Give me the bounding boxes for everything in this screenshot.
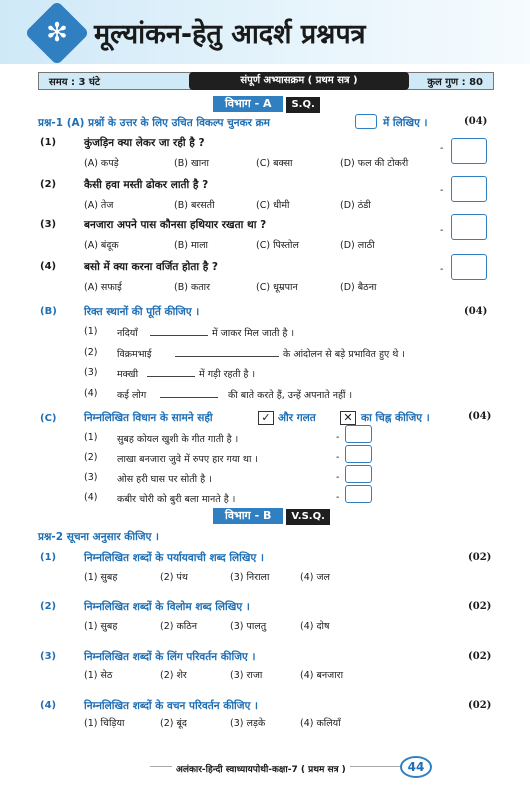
mcq-3-opt-d: (D) लाठी [340, 240, 375, 251]
mcq-3-question: बनजारा अपने पास कौनसा हथियार रखता था ? [84, 219, 267, 231]
q2-3-word-4: (4) बनजारा [300, 670, 344, 681]
q2-4-text: निम्नलिखित शब्दों के वचन परिवर्तन कीजिए । [84, 700, 259, 712]
q2-2-word-1: (1) सुबह [84, 621, 118, 632]
mcq-1-question: कुंजड़िन क्या लेकर जा रही है ? [84, 137, 205, 149]
q2-3-marks: (02) [468, 651, 492, 662]
mcq-2-num: (2) [40, 179, 57, 190]
exam-syllabus: संपूर्ण अभ्यासक्रम ( प्रथम सत्र ) [189, 72, 409, 90]
q1b-sub: (B) [40, 306, 57, 317]
q2-2-marks: (02) [468, 601, 492, 612]
dash-3: - [440, 225, 444, 236]
q2-3-word-2: (2) शेर [160, 670, 187, 681]
mcq-2-opt-d: (D) ठंडी [340, 200, 371, 211]
dash-6: - [336, 452, 340, 463]
q1c-marks: (04) [468, 411, 492, 422]
q1a-marks: (04) [464, 116, 488, 127]
total-marks: कुल गुण : 80 [427, 77, 483, 88]
tf-1-text: सुबह कोयल खुशी के गीत गाती है । [117, 434, 239, 445]
mcq-4-num: (4) [40, 261, 57, 272]
tf-2-text: लाखा बनजारा जुवे में रुपए हार गया था । [117, 454, 259, 465]
tf-4-num: (4) [84, 492, 98, 503]
q2-title: सूचना अनुसार कीजिए । [66, 531, 160, 543]
q1-heading [38, 116, 270, 130]
tf-3-box[interactable] [345, 465, 372, 483]
section-b-label: विभाग - B [213, 508, 283, 524]
mcq-2-answer-box[interactable] [451, 176, 487, 202]
fill-3-num: (3) [84, 367, 98, 378]
q2-1-marks: (02) [468, 552, 492, 563]
fill-3-blank[interactable] [147, 376, 195, 377]
mcq-2-question: कैसी हवा मस्ती ढोकर लाती है ? [84, 179, 209, 191]
exam-time: समय : 3 घंटे [49, 77, 100, 88]
fill-2-before: विक्रमभाई [117, 349, 152, 360]
footer-text: अलंकार-हिन्दी स्वाध्यायपोथी-कक्षा-7 ( प्रथम सत्र ) [172, 762, 350, 775]
tf-2-num: (2) [84, 452, 98, 463]
q2-heading [38, 530, 159, 544]
section-b-tag: V.S.Q. [286, 509, 330, 525]
q1c-text-2: और गलत [278, 412, 316, 424]
tf-3-num: (3) [84, 472, 98, 483]
q2-4-word-2: (2) बूंद [160, 718, 187, 729]
fill-2-blank[interactable] [175, 356, 279, 357]
page-title: मूल्यांकन-हेतु आदर्श प्रश्नपत्र [94, 19, 366, 50]
tf-1-box[interactable] [345, 425, 372, 443]
dash-1: - [440, 143, 444, 154]
mcq-3-opt-c: (C) पिस्तोल [256, 240, 299, 251]
q2-4-word-3: (3) लड़के [230, 718, 266, 729]
q2-2-num: (2) [40, 601, 57, 612]
mcq-1-num: (1) [40, 137, 57, 148]
q2-3-text: निम्नलिखित शब्दों के लिंग परिवर्तन कीजिए । [84, 651, 256, 663]
mcq-3-num: (3) [40, 219, 57, 230]
mcq-1-opt-b: (B) खाना [174, 158, 209, 169]
fill-3-before: मक्खी [117, 369, 139, 380]
tf-3-text: ओस हरी घास पर सोती है । [117, 474, 212, 485]
q2-3-word-1: (1) सेठ [84, 670, 113, 681]
q2-3-num: (3) [40, 651, 57, 662]
q1b-marks: (04) [464, 306, 488, 317]
q2-1-word-1: (1) सुबह [84, 572, 118, 583]
q2-2-text: निम्नलिखित शब्दों के विलोम शब्द लिखिए । [84, 601, 250, 613]
q2-1-num: (1) [40, 552, 57, 563]
fill-4-after: की बाते करते हैं, उन्हें अपनाते नहीं । [228, 390, 353, 401]
q1a-sub: (A) [66, 117, 85, 129]
dash-4: - [440, 264, 444, 275]
q2-1-text: निम्नलिखित शब्दों के पर्यायवाची शब्द लिखिए । [84, 552, 264, 564]
q2-4-word-1: (1) चिड़िया [84, 718, 125, 729]
mcq-3-opt-a: (A) बंदूक [84, 240, 119, 251]
answer-sample-box [355, 114, 377, 129]
q1c-sub: (C) [40, 413, 57, 424]
mcq-2-opt-c: (C) धीमी [256, 200, 290, 211]
q2-1-word-3: (3) निराला [230, 572, 270, 583]
mcq-1-opt-a: (A) कपड़े [84, 158, 119, 169]
flower-icon: ✻ [46, 18, 68, 48]
mcq-1-opt-c: (C) बक्सा [256, 158, 293, 169]
q2-2-word-2: (2) कठिन [160, 621, 198, 632]
mcq-2-opt-b: (B) बरसती [174, 200, 215, 211]
mcq-4-opt-b: (B) कतार [174, 282, 211, 293]
q2-4-num: (4) [40, 700, 57, 711]
dash-8: - [336, 492, 340, 503]
fill-1-after: में जाकर मिल जाती है । [212, 328, 295, 339]
q1-number: प्रश्न-1 [38, 117, 64, 129]
section-b-heading [213, 508, 330, 524]
section-a-label: विभाग - A [213, 96, 283, 112]
section-a-heading [213, 96, 320, 112]
page-footer [0, 752, 530, 795]
fill-4-num: (4) [84, 388, 98, 399]
q2-1-word-4: (4) जल [300, 572, 330, 583]
tf-4-box[interactable] [345, 485, 372, 503]
mcq-3-answer-box[interactable] [451, 214, 487, 240]
mcq-4-answer-box[interactable] [451, 254, 487, 280]
fill-4-before: कई लोग [117, 390, 147, 401]
q2-2-word-3: (3) पालतु [230, 621, 267, 632]
mcq-1-answer-box[interactable] [451, 138, 487, 164]
q2-1-word-2: (2) पंथ [160, 572, 188, 583]
cross-icon: ✕ [340, 411, 356, 425]
fill-3-after: में गड़ी रहती है । [199, 369, 256, 380]
q2-4-marks: (02) [468, 700, 492, 711]
q2-4-word-4: (4) कलियाँ [300, 718, 341, 729]
mcq-3-opt-b: (B) माला [174, 240, 208, 251]
dash-7: - [336, 472, 340, 483]
mcq-4-opt-c: (C) धूम्रपान [256, 282, 298, 293]
q2-number: प्रश्न-2 [38, 531, 64, 543]
fill-1-blank[interactable] [150, 335, 208, 336]
tf-1-num: (1) [84, 432, 98, 443]
fill-1-num: (1) [84, 326, 98, 337]
mcq-4-opt-d: (D) बैठना [340, 282, 377, 293]
q2-3-word-3: (3) राजा [230, 670, 263, 681]
info-bar [38, 72, 494, 90]
q1c-text-1: निम्नलिखित विधान के सामने सही [84, 412, 213, 424]
fill-2-after: के आंदोलन से बड़े प्रभावित हुए थे । [283, 349, 405, 360]
tf-2-box[interactable] [345, 445, 372, 463]
tf-4-text: कबीर चोरी को बुरी बला मानते है । [117, 494, 236, 505]
dash-2: - [440, 185, 444, 196]
fill-2-num: (2) [84, 347, 98, 358]
mcq-4-opt-a: (A) सफाई [84, 282, 122, 293]
q1c-text-3: का चिह्न कीजिए । [361, 412, 430, 424]
mcq-1-opt-d: (D) फल की टोकरी [340, 158, 409, 169]
fill-1-before: नदियाँ [117, 328, 138, 339]
q1a-text: प्रश्नों के उत्तर के लिए उचित विकल्प चुनकर क्रम [88, 117, 270, 129]
fill-4-blank[interactable] [160, 397, 218, 398]
page-number: 44 [400, 756, 432, 778]
tick-icon: ✓ [258, 411, 274, 425]
page-header [0, 0, 530, 64]
mcq-2-opt-a: (A) तेज [84, 200, 114, 211]
mcq-4-question: बसो में क्या करना वर्जित होता है ? [84, 261, 219, 273]
section-a-tag: S.Q. [286, 97, 319, 113]
q2-2-word-4: (4) दोष [300, 621, 330, 632]
q1b-text: रिक्त स्थानों की पूर्ति कीजिए । [84, 306, 200, 318]
dash-5: - [336, 432, 340, 443]
q1a-text-after: में लिखिए । [383, 117, 428, 129]
